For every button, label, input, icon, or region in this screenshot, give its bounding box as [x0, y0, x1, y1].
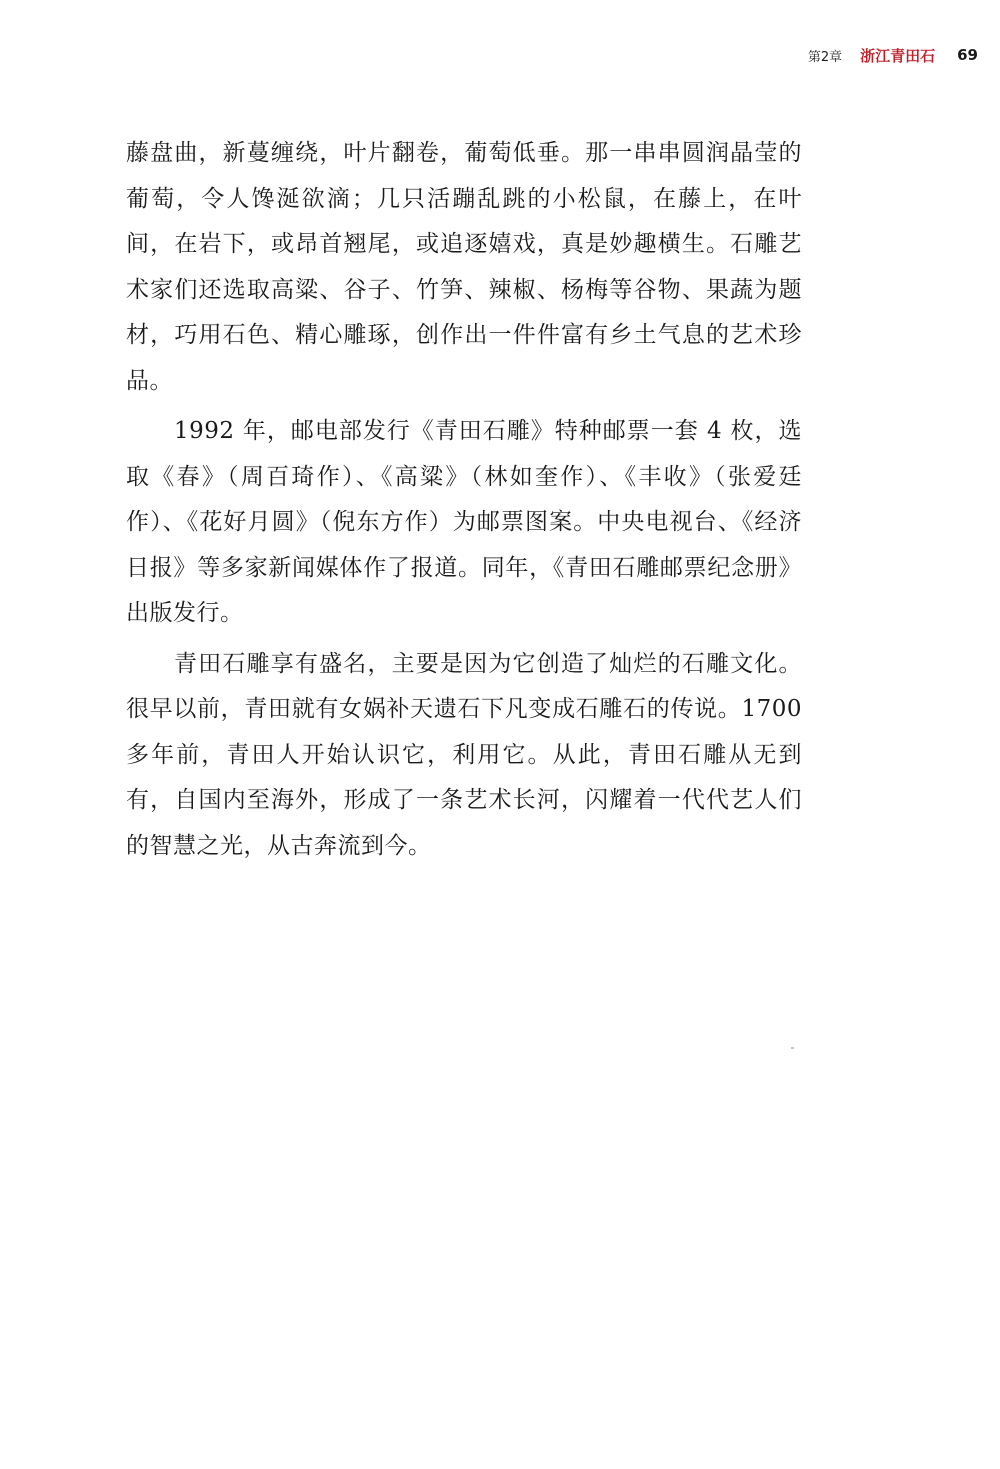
chapter-label: 第2章 — [807, 49, 843, 65]
paragraph: 1992 年，邮电部发行《青田石雕》特种邮票一套 4 枚，选取《春》（周百琦作）、《高粱》（林如奎作）、《丰收》（张爱廷作）、《花好月圆》（倪东方作）为邮票图案。中央电视台、《经济日报》等多家新闻媒体作了报道。同年，《青田石雕邮票纪念册》出版发行。 — [126, 418, 802, 626]
page-number: 69 — [957, 46, 978, 64]
paragraph: 青田石雕享有盛名，主要是因为它创造了灿烂的石雕文化。很早以前，青田就有女娲补天遗石下凡变成石雕石的传说。1700 多年前，青田人开始认识它，利用它。从此，青田石雕从无到有，自国内至海外，形成了一条艺术长河，闪耀着一代代艺人们的智慧之光，从古奔流到今。 — [126, 650, 802, 859]
scan-speck — [791, 1047, 794, 1049]
section-title: 浙江青田石 — [860, 46, 936, 65]
body-text — [126, 131, 802, 869]
paragraph-continued: 藤盘曲，新蔓缠绕，叶片翻卷，葡萄低垂。那一串串圆润晶莹的葡萄，令人馋涎欲滴；几只活蹦乱跳的小松鼠，在藤上，在叶间，在岩下，或昂首翘尾，或追逐嬉戏，真是妙趣横生。石雕艺术家们还选取高粱、谷子、竹笋、辣椒、杨梅等谷物、果蔬为题材，巧用石色、精心雕琢，创作出一件件富有乡土气息的艺术珍品。 — [126, 140, 802, 394]
running-header — [808, 40, 978, 70]
